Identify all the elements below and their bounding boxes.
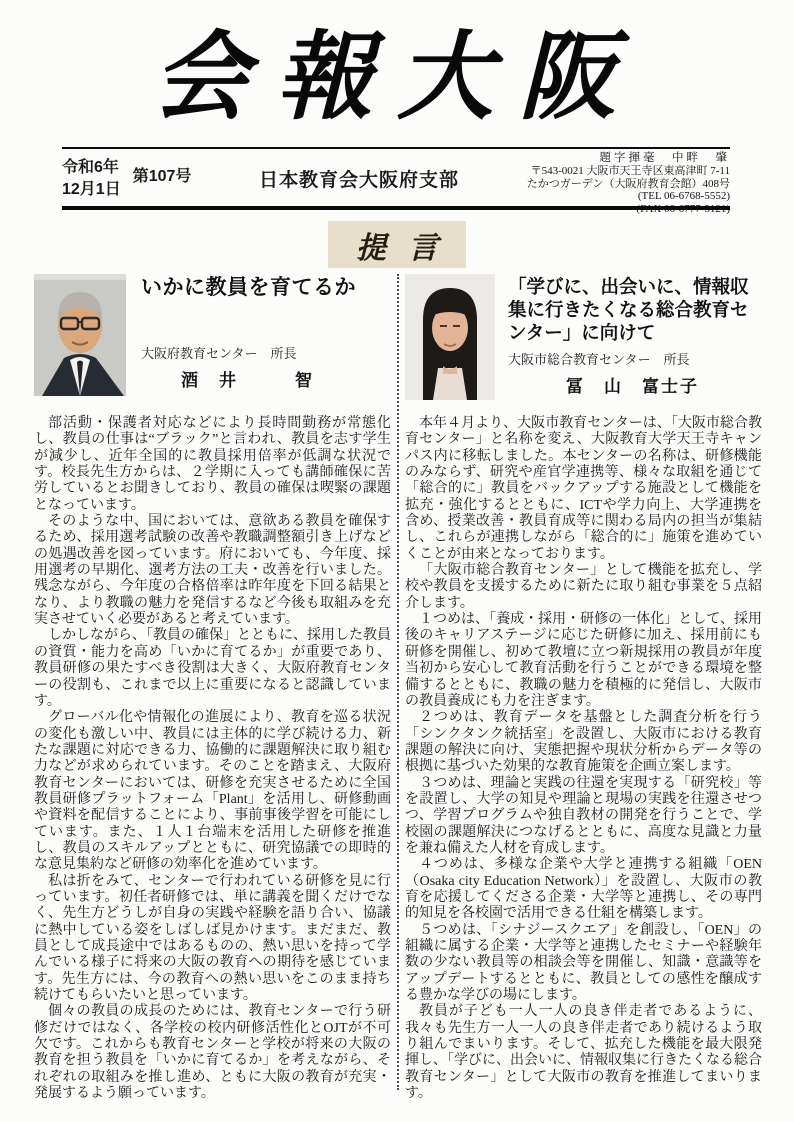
paragraph: 「大阪市総合教育センター」として機能を拡充し、学校や教員を支援するために新たに取り組む事業を５点紹介します。: [405, 563, 762, 611]
article-columns: [34, 274, 762, 1102]
organization-name: 日本教育会大阪府支部: [259, 170, 460, 191]
issue-date-day: 12月1日: [62, 181, 121, 198]
paragraph: 個々の教員の成長のためには、教育センターで行う研修だけではなく、各学校の校内研修活性化とOJTが不可欠です。これからも教育センターと学校が将来の大阪の教育を担う教員を「いかに育てるか」を考えながら、それぞれの取組みを推し進め、ともに大阪の教育が充実・発展するよう願っています。: [34, 1004, 391, 1102]
left-article-body: [34, 416, 391, 1102]
masthead-info-row: [62, 151, 730, 205]
left-article-header: [34, 274, 391, 408]
issue-date: [62, 151, 121, 201]
right-author-affiliation: 大阪市総合教育センター 所長: [508, 352, 690, 367]
right-author-name: 冨 山 富士子: [566, 377, 699, 396]
masthead-top-rule: [62, 147, 730, 149]
right-article-body: [405, 416, 762, 1102]
right-article-heading-block: [495, 274, 752, 408]
right-article: [405, 274, 762, 1102]
paragraph: １つめは、「養成・採用・研修の一体化」として、採用後のキャリアステージに応じた研修に加え、採用前にも研修を開催し、初めて教壇に立つ新規採用の教員が年度当初から安心して教育活動を行うことができる環境を整備するとともに、教職の魅力を積極的に発信し、大阪市の教員養成にも力を注ぎます。: [405, 612, 762, 709]
portrait-woman-icon: [405, 274, 495, 400]
tel-number: (TEL 06-6768-5552): [637, 190, 730, 203]
paragraph: 部活動・保護者対応などにより長時間勤務が常態化し、教員の仕事は“ブラック”と言われ、教員を志す学生が減少し、近年全国的に教員採用倍率が低調な状況です。校長先生方からは、２学期に入っても講師確保に苦労しているとお聞きしており、教員の確保は喫緊の課題となっています。: [34, 416, 391, 513]
paragraph: 私は折をみて、センターで行われている研修を見に行っています。初任者研修では、単に講義を聞くだけでなく、先生方どうしが自身の実践や経験を語り合い、協議に熱中している姿をしばしば見かけます。まだまだ、教員として成長途中ではあるものの、熱い思いを持って学んでいる様子に将来の大阪の教育への期待を感じています。先生方には、今の教育への熱い思いをこのまま持ち続けてもらいたいと思っています。: [34, 873, 391, 1004]
left-article-heading-block: [126, 274, 356, 408]
left-article-title: いかに教員を育てるか: [141, 276, 356, 299]
issue-number: 第107号: [132, 168, 192, 185]
issue-date-year: 令和6年: [62, 159, 119, 176]
paragraph: ２つめは、教育データを基盤とした調査分析を行う「シンクタンク統括室」を設置し、大阪市における教育課題の解決に向け、実態把握や現状分析からデータ等の根拠に基づいた効果的な教育施策を企画立案します。: [405, 710, 762, 775]
right-portrait-photo: [405, 274, 495, 408]
paragraph: 教員が子ども一人一人の良き伴走者であるように、我々も先生方一人一人の良き伴走者であり続けるよう取り組んでまいります。そして、拡充した機能を最大限発揮し、「学びに、出会いに、情報収集に行きたくなる総合教育センター」として大阪市の教育を推進してまいります。: [405, 1004, 762, 1102]
column-divider-dotted-line: [397, 274, 399, 1090]
paragraph: グローバル化や情報化の進展により、教育を巡る状況の変化も激しい中、教員には主体的に学び続ける力、新たな課題に対応できる力、協働的に課題解決に取り組む力などが求められています。そのことを踏まえ、大阪府教育センターにおいては、研修を充実させるために全国教員研修プラットフォーム「Plant」を活用し、研修動画や資料を配信することにより、事前事後学習を可能にしています。また、１人１台端末を活用した研修を推進し、教員のスキルアップとともに、研究協議での即時的な意見集約など研修の効率化を進めています。: [34, 710, 391, 873]
right-article-title: 「学びに、出会いに、情報収集に行きたくなる総合教育センター」に向けて: [508, 276, 749, 343]
newsletter-title-calligraphy: 会報大阪: [153, 24, 641, 131]
calligrapher-credit: 題字揮毫 中畔 肇: [599, 152, 730, 164]
address-line-2: たかつガーデン（大阪府教育会館）408号: [526, 177, 730, 190]
paragraph: そのような中、国においては、意欲ある教員を確保するため、採用選考試験の改善や教職調整額引き上げなどの処遇改善を図っています。府においても、今年度、採用選考の早期化、選考方法の工夫・改善を行いました。残念ながら、今年度の合格倍率は昨年度を下回る結果となり、より教職の魅力を発信するなど今後も取組みを充実させていく必要があると考えています。: [34, 514, 391, 628]
section-banner-label: 提言: [356, 231, 460, 265]
masthead-bottom-rule: [62, 206, 730, 210]
paragraph: ４つめは、多様な企業や大学と連携する組織「OEN（Osaka city Education Network）」を設置し、大阪市の教育を応援してくださる企業・大学等と連携し、その専門的知見を各校園で活用できる仕組を構築します。: [405, 857, 762, 922]
left-article: [34, 274, 391, 1102]
left-author-name: 酒 井 智: [181, 371, 314, 390]
right-article-header: [405, 274, 762, 408]
address-line-1: 〒543-0021 大阪市天王寺区東高津町 7-11: [530, 164, 730, 177]
paragraph: しかしながら、「教員の確保」とともに、採用した教員の資質・能力を高め「いかに育てるか」が重要であり、教員研修の果たすべき役割は大きく、大阪府教育センターの役割も、これまで以上に重要になると認識しています。: [34, 628, 391, 709]
paragraph: ３つめは、理論と実践の往還を実現する「研究校」等を設置し、大学の知見や理論と現場の実践を往還させつつ、学習プログラムや独自教材の開発を行うことで、学校園の課題解決につなげるとともに、高度な見識と力量を兼ね備えた人材を育成します。: [405, 775, 762, 856]
left-portrait-photo: [34, 274, 126, 408]
paragraph: 本年４月より、大阪市教育センターは、「大阪市総合教育センター」と名称を変え、大阪教育大学天王寺キャンパス内に移転しました。本センターの名称は、研修機能のみならず、研究や産官学連携等、様々な取組を通じて「総合的に」教員をバックアップする施設として機能を拡充・強化するとともに、ICTや学力向上、大学連携を含め、授業改善・教員育成等に関わる局内の担当が集結し、これらが連携しながら「総合的に」施策を進めていくことが由来となっております。: [405, 416, 762, 562]
section-banner: [328, 221, 466, 268]
portrait-man-icon: [34, 274, 126, 396]
left-author-affiliation: 大阪府教育センター 所長: [141, 346, 297, 361]
paragraph: ５つめは、「シナジースクエア」を創設し、「OEN」の組織に属する企業・大学等と連携したセミナーや経験年数の少ない教員等の相談会等を開催し、知識・意識等をアップデートするとともに、教員としての感性を醸成する豊かな学びの場にします。: [405, 922, 762, 1004]
